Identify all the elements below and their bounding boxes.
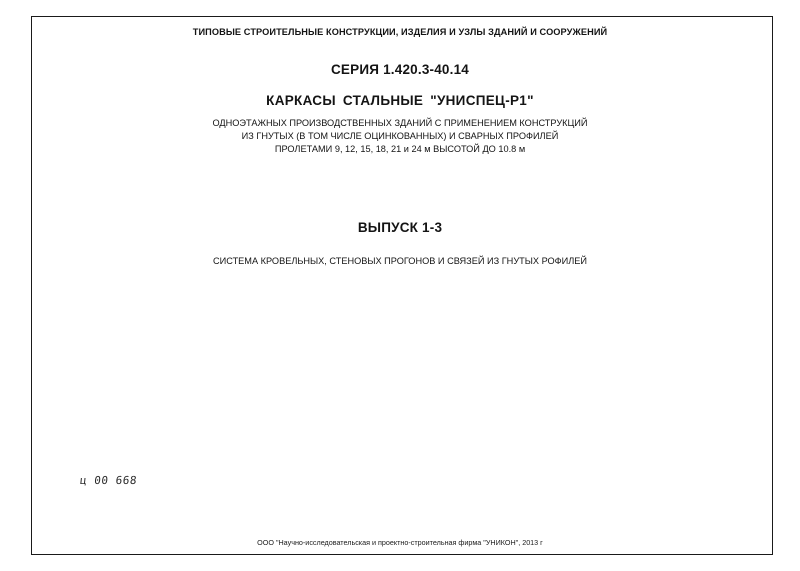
issue-number: ВЫПУСК 1-3: [357, 220, 443, 235]
description-line: ИЗ ГНУТЫХ (В ТОМ ЧИСЛЕ ОЦИНКОВАННЫХ) И СВАРНЫХ ПРОФИЛЕЙ: [241, 131, 559, 141]
description-line: ОДНОЭТАЖНЫХ ПРОИЗВОДСТВЕННЫХ ЗДАНИЙ С ПРИМЕНЕНИЕМ КОНСТРУКЦИЙ: [212, 118, 588, 128]
description-line: ПРОЛЕТАМИ 9, 12, 15, 18, 21 и 24 м ВЫСОТОЙ ДО 10.8 м: [274, 144, 526, 154]
series-number: СЕРИЯ 1.420.3-40.14: [330, 62, 470, 77]
header-org-line: ТИПОВЫЕ СТРОИТЕЛЬНЫЕ КОНСТРУКЦИИ, ИЗДЕЛИЯ И УЗЛЫ ЗДАНИЙ И СООРУЖЕНИЙ: [192, 27, 608, 37]
issue-subtitle: СИСТЕМА КРОВЕЛЬНЫХ, СТЕНОВЫХ ПРОГОНОВ И СВЯЗЕЙ ИЗ ГНУТЫХ РОФИЛЕЙ: [213, 256, 587, 266]
publisher-footer: ООО "Научно-исследовательская и проектно-строительная фирма "УНИКОН", 2013 г: [257, 538, 543, 547]
document-title: КАРКАСЫ СТАЛЬНЫЕ "УНИСПЕЦ-Р1": [266, 93, 534, 108]
archive-stamp: ц 00 668: [79, 474, 138, 487]
